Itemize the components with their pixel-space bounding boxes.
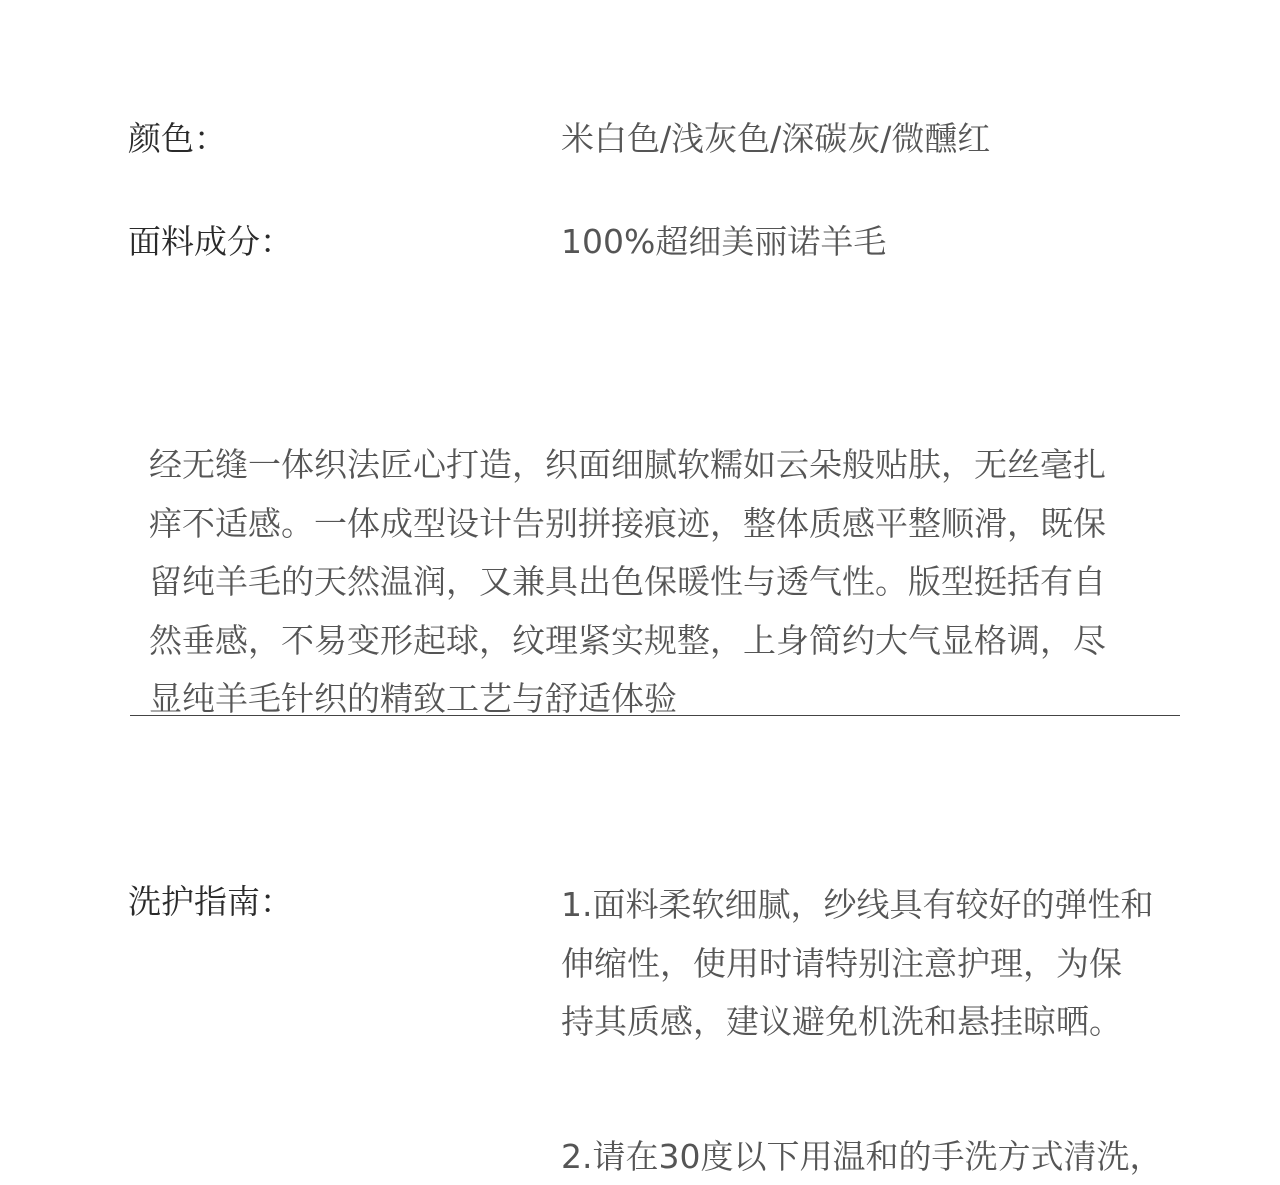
product-description — [149, 436, 1184, 729]
care-item-1-line: 伸缩性，使用时请特别注意护理，为保 — [561, 943, 1122, 983]
description-line: 痒不适感。一体成型设计告别拼接痕迹，整体质感平整顺滑，既保 — [149, 503, 1106, 543]
description-line: 显纯羊毛针织的精致工艺与舒适体验 — [149, 679, 677, 718]
care-spacer — [561, 1052, 1261, 1128]
fabric-label: 面料成分： — [128, 222, 293, 261]
description-line: 经无缝一体织法匠心打造，织面细腻软糯如云朵般贴肤，无丝毫扎 — [149, 445, 1106, 484]
description-divider — [130, 715, 1180, 716]
description-line: 留纯羊毛的天然温润，又兼具出色保暖性与透气性。版型挺括有自 — [149, 562, 1106, 601]
care-instructions — [561, 876, 1261, 1185]
fabric-value: 100%超细美丽诺羊毛 — [561, 222, 887, 261]
care-item-2-line: 2.请在30度以下用温和的手洗方式清洗， — [561, 1136, 1163, 1176]
care-item-1-line: 1.面料柔软细腻，纱线具有较好的弹性和 — [561, 885, 1154, 924]
care-label: 洗护指南： — [128, 882, 293, 921]
color-value: 米白色/浅灰色/深碳灰/微醺红 — [561, 119, 991, 158]
color-label: 颜色： — [128, 119, 227, 158]
care-item-1-line: 持其质感，建议避免机洗和悬挂晾晒。 — [561, 1002, 1122, 1041]
description-line: 然垂感，不易变形起球，纹理紧实规整，上身简约大气显格调，尽 — [149, 620, 1106, 660]
